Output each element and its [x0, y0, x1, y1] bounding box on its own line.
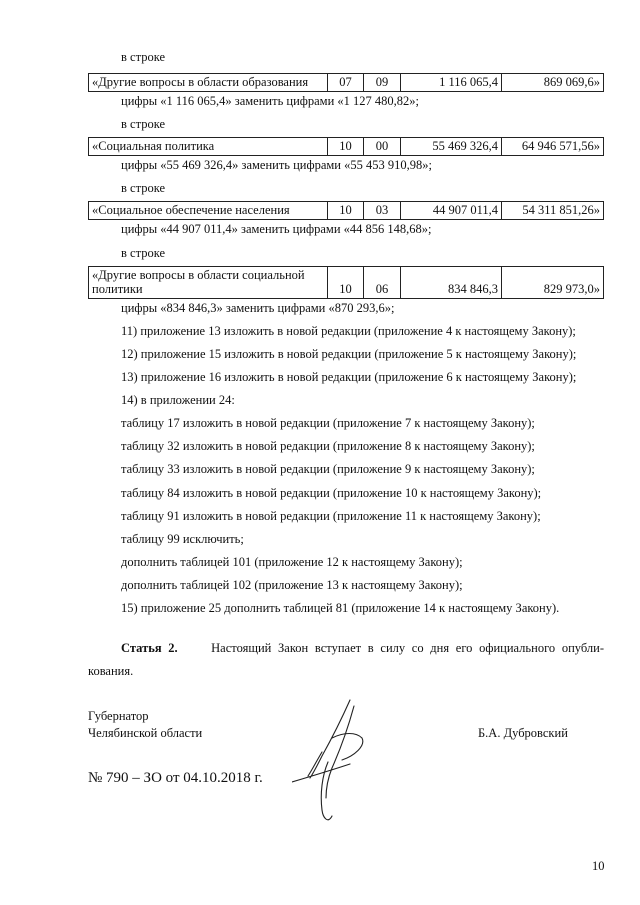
article-text: Настоящий Закон вступает в силу со дня его официального опубли-: [211, 641, 604, 655]
item-table-102: дополнить таблицей 102 (приложение 13 к настоящему Закону);: [121, 578, 463, 592]
replace-line-1: цифры «1 116 065,4» заменить цифрами «1 127 480,82»;: [121, 94, 419, 108]
item-table-91: таблицу 91 изложить в новой редакции (приложение 11 к настоящему Закону);: [121, 509, 541, 523]
signatory-title-2: Челябинской области: [88, 726, 203, 740]
item-table-99: таблицу 99 исключить;: [121, 532, 244, 546]
row-section: 10: [328, 202, 364, 219]
page-number: 10: [592, 859, 605, 873]
row-value-1: 1 116 065,4: [401, 74, 502, 91]
table-row-3: [88, 201, 604, 220]
replace-line-2: цифры «55 469 326,4» заменить цифрами «55 453 910,98»;: [121, 158, 432, 172]
row-section: 10: [328, 267, 364, 298]
signatory-title-1: Губернатор: [88, 709, 149, 723]
row-subsection: 06: [364, 267, 401, 298]
table-row-2: [88, 137, 604, 156]
item-table-17: таблицу 17 изложить в новой редакции (приложение 7 к настоящему Закону);: [121, 416, 535, 430]
row-value-2: 54 311 851,26»: [522, 203, 600, 217]
replace-line-3: цифры «44 907 011,4» заменить цифрами «44 856 148,68»;: [121, 222, 432, 236]
in-row-label-2: в строке: [121, 117, 166, 131]
replace-line-4: цифры «834 846,3» заменить цифрами «870 293,6»;: [121, 301, 395, 315]
in-row-label-3: в строке: [121, 181, 166, 195]
item-13: 13) приложение 16 изложить в новой редакции (приложение 6 к настоящему Закону);: [121, 370, 577, 384]
row-value-1: 55 469 326,4: [401, 138, 502, 155]
in-row-label-4: в строке: [121, 246, 166, 260]
table-row-1: [88, 73, 604, 92]
table-row-4: [88, 266, 604, 299]
row-subsection: 09: [364, 74, 401, 91]
row-value-1: 834 846,3: [401, 267, 502, 298]
item-table-32: таблицу 32 изложить в новой редакции (приложение 8 к настоящему Закону);: [121, 439, 535, 453]
in-row-label-1: в строке: [121, 50, 166, 64]
item-table-84: таблицу 84 изложить в новой редакции (приложение 10 к настоящему Закону);: [121, 486, 542, 500]
article-line-2: кования.: [88, 664, 134, 678]
item-12: 12) приложение 15 изложить в новой редакции (приложение 5 к настоящему Закону);: [121, 347, 577, 361]
row-name: «Другие вопросы в области социальной политики: [89, 267, 328, 298]
row-subsection: 03: [364, 202, 401, 219]
row-name: «Социальное обеспечение населения: [89, 202, 328, 219]
item-11: 11) приложение 13 изложить в новой редакции (приложение 4 к настоящему Закону);: [121, 324, 576, 338]
row-value-2: 869 069,6»: [543, 75, 600, 89]
item-15: 15) приложение 25 дополнить таблицей 81 (приложение 14 к настоящему Закону).: [121, 601, 560, 615]
article-line-1: [121, 640, 604, 656]
row-value-2: 64 946 571,56»: [521, 139, 600, 153]
row-value-2: 829 973,0»: [543, 282, 600, 296]
row-name: «Социальная политика: [89, 138, 328, 155]
item-table-101: дополнить таблицей 101 (приложение 12 к настоящему Закону);: [121, 555, 463, 569]
article-2: [121, 640, 604, 656]
signatory-name: Б.А. Дубровский: [478, 726, 568, 740]
row-name: «Другие вопросы в области образования: [89, 74, 328, 91]
item-table-33: таблицу 33 изложить в новой редакции (приложение 9 к настоящему Закону);: [121, 462, 535, 476]
handwritten-signature: [292, 698, 382, 828]
row-section: 07: [328, 74, 364, 91]
row-value-1: 44 907 011,4: [401, 202, 502, 219]
row-section: 10: [328, 138, 364, 155]
item-14: 14) в приложении 24:: [121, 393, 235, 407]
article-heading: Статья 2.: [121, 641, 178, 655]
row-subsection: 00: [364, 138, 401, 155]
law-number: № 790 – ЗО от 04.10.2018 г.: [88, 770, 263, 786]
